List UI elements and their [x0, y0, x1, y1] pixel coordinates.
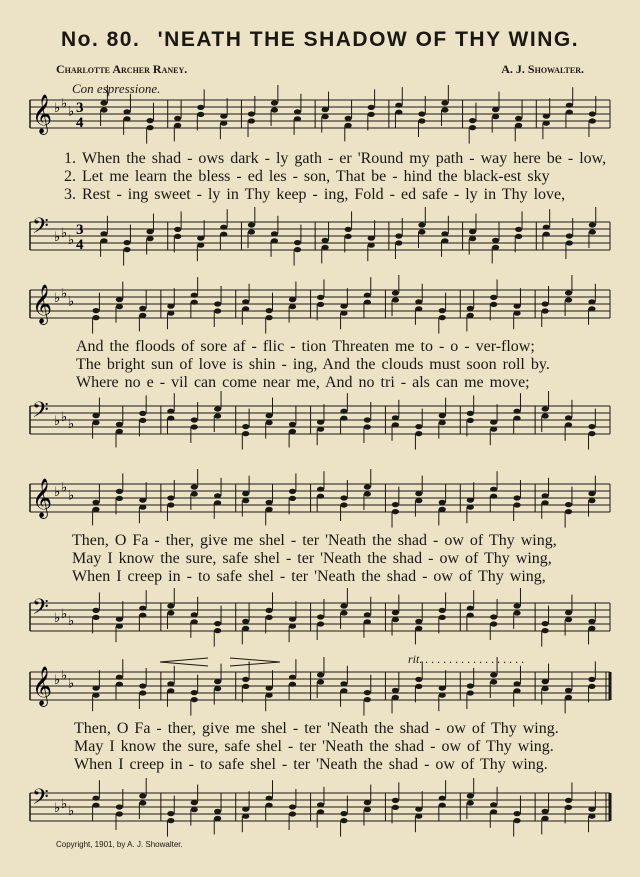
composer: A. J. Showalter. [501, 62, 584, 76]
flat-icon: ♭ [61, 285, 68, 301]
flat-icon: ♭ [61, 409, 68, 424]
bass-staff-3 [30, 595, 610, 631]
flat-icon: ♭ [68, 803, 75, 818]
verse1-line2: And the floods of sore af - flic - tion Threaten me to - o - ver-flow; [76, 338, 535, 355]
svg-text:3: 3 [76, 222, 84, 238]
lyricist: Charlotte Archer Raney. [56, 62, 188, 76]
treble-staff-4 [30, 666, 610, 706]
treble-clef-icon: 𝄞 [32, 478, 53, 518]
hairpin-marks [150, 656, 300, 668]
hymn-number: No. 80. [60, 28, 141, 51]
flat-icon: ♭ [54, 229, 61, 244]
verse3-line2: Where no e - vil can come near me, And no tri - als can me move; [76, 374, 530, 391]
bass-staff-2 [30, 398, 610, 434]
refrain-line3: When I creep in - to safe shel - ter 'Neath the shad - ow of Thy wing, [72, 568, 546, 585]
flat-icon: ♭ [54, 484, 61, 499]
flat-icon: ♭ [54, 800, 61, 815]
ritardando-mark: rit. . . . . . . . . . . . . . . . . . [408, 652, 525, 666]
hymn-title [0, 28, 640, 52]
flat-icon: ♭ [68, 103, 75, 119]
treble-staff-3 [30, 478, 610, 518]
notes [100, 207, 596, 266]
time-signature [76, 100, 84, 131]
flat-icon: ♭ [68, 416, 75, 431]
refrain-line4: Then, O Fa - ther, give me shel - ter 'Neath the shad - ow of Thy wing. [74, 720, 559, 737]
refrain-line2: May I know the sure, safe shel - ter 'Neath the shad - ow of Thy wing, [72, 550, 552, 567]
bass-staff-4 [30, 785, 610, 821]
bass-staff-1 [30, 214, 610, 253]
treble-staff-2 [30, 284, 610, 324]
bass-clef-icon: 𝄢 [32, 214, 49, 244]
tempo-marking: Con espressione. [72, 81, 161, 96]
verse1-line1: 1. When the shad - ows dark - ly gath - er 'Round my path - way here be - low, [64, 150, 607, 167]
treble-clef-icon: 𝄞 [32, 666, 53, 706]
treble-clef-icon: 𝄞 [32, 284, 53, 324]
flat-icon: ♭ [68, 293, 75, 309]
flat-icon: ♭ [61, 667, 68, 683]
bass-clef-icon: 𝄢 [32, 785, 49, 815]
refrain-line6: When I creep in - to safe shel - ter 'Neath the shad - ow of Thy wing. [74, 756, 548, 773]
svg-text:4: 4 [76, 115, 84, 131]
staff-lines [30, 222, 610, 250]
hymn-title-text: 'NEATH THE SHADOW OF THY WING. [157, 28, 580, 51]
svg-text:4: 4 [76, 237, 84, 253]
notes [92, 469, 595, 528]
time-signature [76, 222, 84, 253]
flat-icon: ♭ [68, 613, 75, 628]
flat-icon: ♭ [61, 225, 68, 240]
flat-icon: ♭ [54, 100, 61, 115]
flat-icon: ♭ [54, 610, 61, 625]
verse2-line2: The bright sun of love is shin - ing, And the clouds must soon roll by. [76, 356, 550, 373]
flat-icon: ♭ [61, 796, 68, 811]
flat-icon: ♭ [68, 232, 75, 247]
flat-icon: ♭ [68, 487, 75, 503]
verse3-line1: 3. Rest - ing sweet - ly in Thy keep - ing, Fold - ed safe - ly in Thy love, [64, 186, 566, 203]
flat-icon: ♭ [68, 675, 75, 691]
flat-icon: ♭ [54, 290, 61, 305]
treble-clef-icon: 𝄞 [32, 94, 53, 134]
bass-clef-icon: 𝄢 [32, 595, 49, 625]
svg-text:3: 3 [76, 100, 84, 116]
refrain-line5: May I know the sure, safe shel - ter 'Neath the shad - ow of Thy wing. [74, 738, 554, 755]
bass-clef-icon: 𝄢 [32, 398, 49, 428]
staff-lines [30, 100, 610, 128]
flat-icon: ♭ [54, 413, 61, 428]
copyright-notice: Copyright, 1901, by A. J. Showalter. [56, 840, 183, 849]
refrain-line1: Then, O Fa - ther, give me shel - ter 'Neath the shad - ow of Thy wing, [72, 532, 557, 549]
flat-icon: ♭ [54, 672, 61, 687]
flat-icon: ♭ [61, 479, 68, 495]
treble-staff-1 [30, 94, 610, 134]
flat-icon: ♭ [61, 606, 68, 621]
verse2-line1: 2. Let me learn the bless - ed les - son, That be - hind the black-est sky [64, 168, 550, 185]
flat-icon: ♭ [61, 95, 68, 111]
